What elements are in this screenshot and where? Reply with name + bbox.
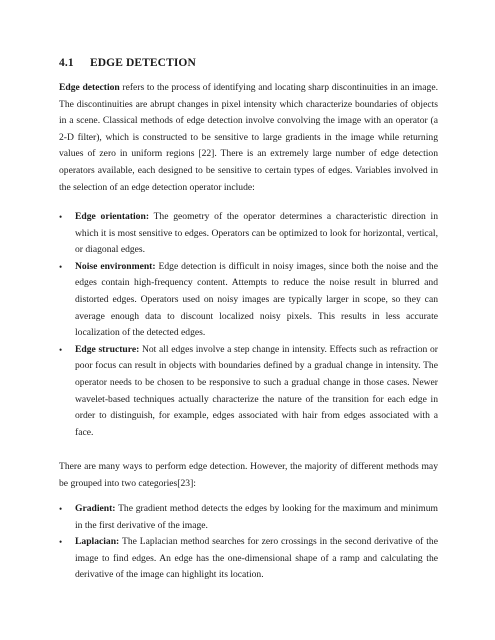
variables-list	[59, 209, 438, 441]
bullet-icon: •	[59, 504, 63, 514]
intro-lead-term: Edge detection	[59, 82, 120, 93]
section-heading	[59, 57, 196, 69]
list-item-term: Noise environment:	[75, 260, 156, 272]
section-number: 4.1	[59, 57, 74, 69]
list-item-text: Edge detection is difficult in noisy images, since both the noise and the edges contain high-frequency content. Attempts to reduce the noise result in blurred and distorted edges. Operators used on noisy images are typically larger in scope, so they can average enough data to discount localized noisy pixels. This results in less accurate localization of the detected edges.	[75, 260, 438, 339]
list-item-term: Gradient:	[75, 503, 116, 514]
bullet-icon: •	[59, 261, 63, 272]
list-item-term: Edge structure:	[75, 343, 140, 355]
list-item-text: The Laplacian method searches for zero crossings in the second derivative of the image to find edges. An edge has the one-dimensional shape of a ramp and calculating the derivative of the image can highlight its location.	[75, 536, 438, 581]
list-item-text: Not all edges involve a step change in intensity. Effects such as refraction or poor focus can result in objects with boundaries defined by a gradual change in intensity. The operator needs to be chosen to be responsive to such a gradual change in those cases. Newer wavelet-based techniques actually characterize the nature of the transition for each edge in order to distinguish, for example, edges associated with hair from edges associated with a face.	[75, 343, 438, 438]
list-item	[59, 209, 438, 259]
list-item-text: The geometry of the operator determines a characteristic direction in which it is most sensitive to edges. Operators can be optimized to look for horizontal, vertical, or diagonal edges.	[75, 211, 438, 256]
intro-paragraph	[59, 80, 438, 196]
methods-paragraph: There are many ways to perform edge detection. However, the majority of different methods may be grouped into two categories[23]:	[59, 461, 438, 489]
list-item	[59, 342, 438, 442]
bullet-icon: •	[59, 537, 63, 548]
list-item	[59, 534, 438, 584]
bullet-icon: •	[59, 344, 63, 355]
list-item-term: Edge orientation:	[75, 211, 150, 222]
list-item-text: The gradient method detects the edges by looking for the maximum and minimum in the first derivative of the image.	[75, 503, 438, 531]
section-title: EDGE DETECTION	[90, 57, 196, 69]
list-item	[59, 259, 438, 342]
categories-list	[59, 501, 438, 584]
list-item	[59, 501, 438, 534]
intro-text: refers to the process of identifying and locating sharp discontinuities in an image. The discontinuities are abrupt changes in pixel intensity which characterize boundaries of objects in a scene. Classical methods of edge detection involve convolving the image with an operator (a 2-D filter), which is constructed to be sensitive to large gradients in the image while returning values of zero in uniform regions [22]. There is an extremely large number of edge detection operators available, each designed to be sensitive to certain types of edges. Variables involved in the selection of an edge detection operator include:	[59, 82, 438, 193]
bullet-icon: •	[59, 212, 63, 222]
list-item-term: Laplacian:	[75, 536, 120, 548]
